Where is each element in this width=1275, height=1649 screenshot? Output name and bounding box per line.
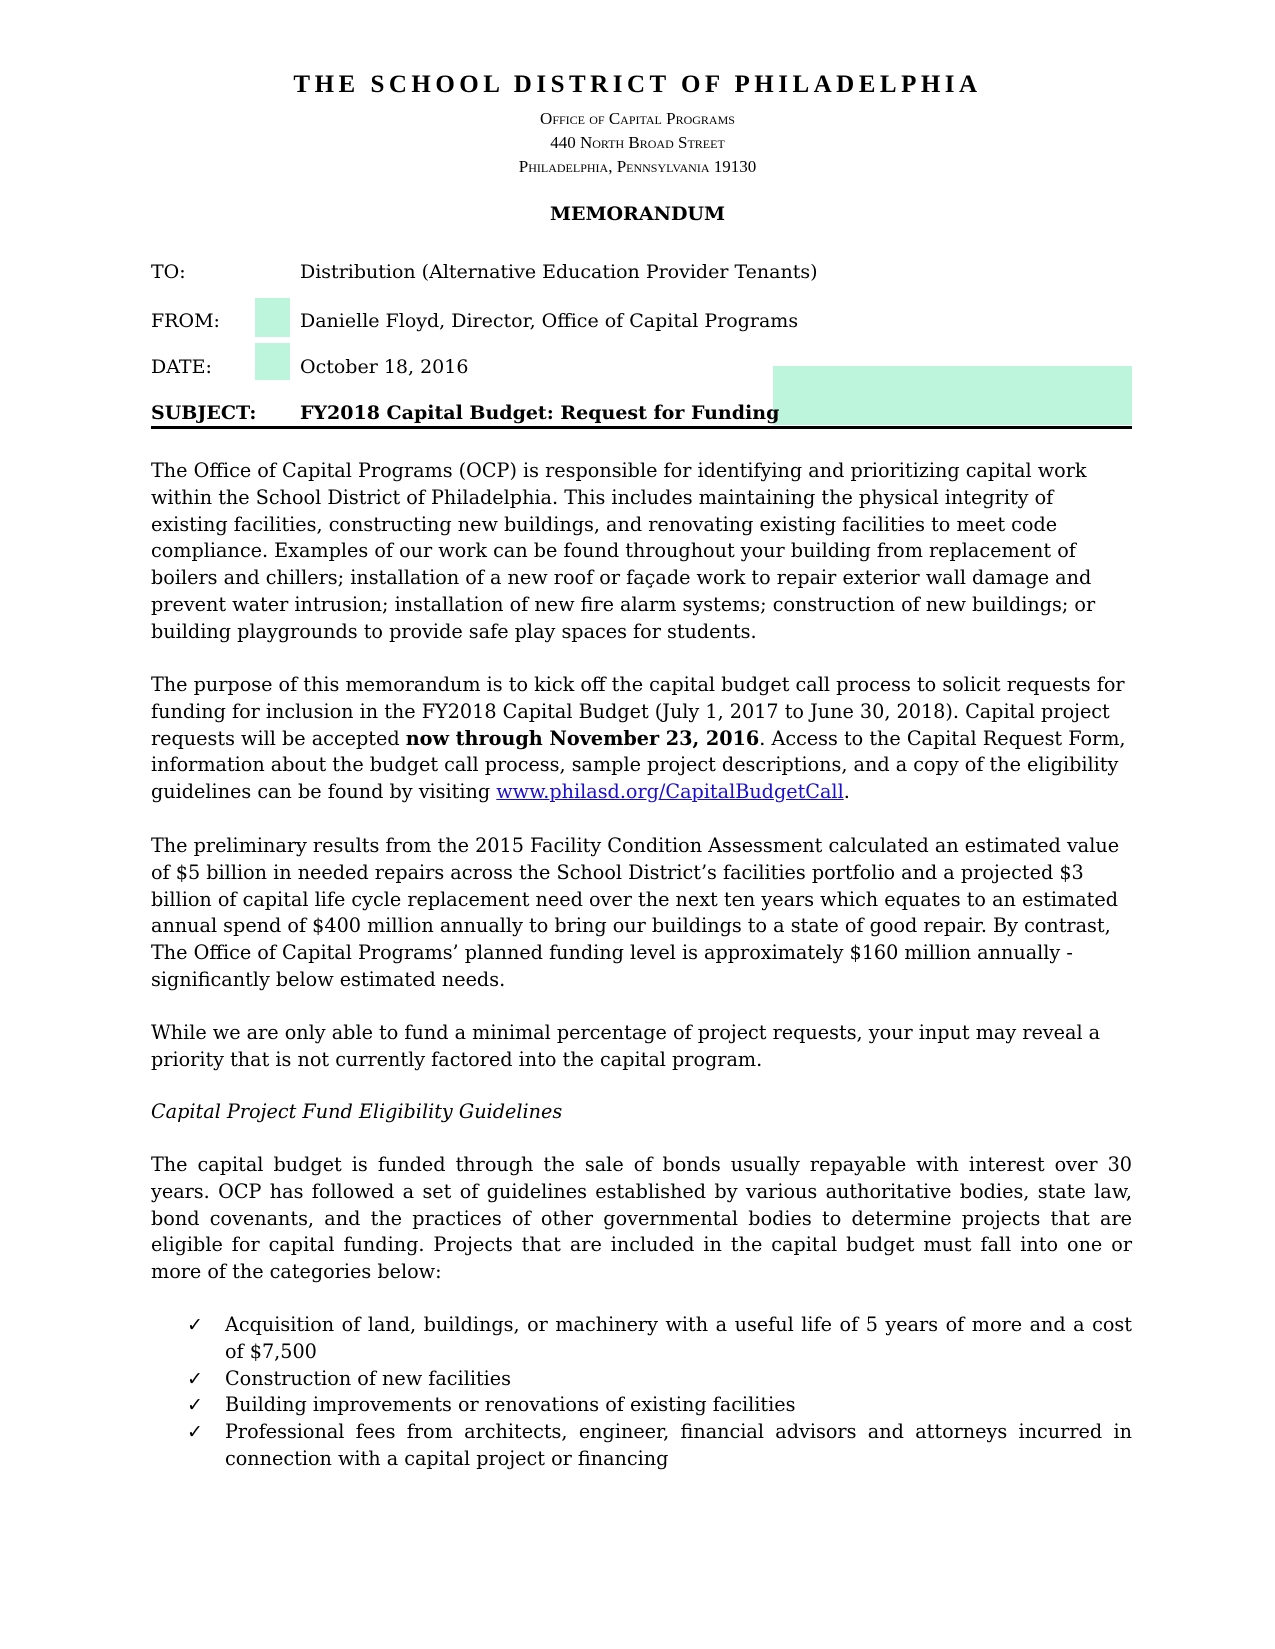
list-item <box>151 1366 1132 1393</box>
list-item <box>151 1312 1132 1366</box>
paragraph-ocp-intro: The Office of Capital Programs (OCP) is responsible for identifying and prioritizing capital work within the School District of Philadelphia. This includes maintaining the physical integrity of existing facilities, constructing new buildings, and renovating existing facilities to meet code compliance. Examples of our work can be found throughout your building from replacement of boilers and chillers; installation of a new roof or façade work to repair exterior wall damage and prevent water intrusion; installation of new fire alarm systems; construction of new buildings; or building playgrounds to provide safe play spaces for students. <box>151 459 1096 643</box>
budget-call-text-a: The purpose of this memorandum is to kick off the capital budget call process to solicit requests for funding for inclusion in the FY2018 Capital Budget (July 1, 2017 to June 30, 2018). Capital project requests will be accepted <box>151 673 1125 750</box>
street-line: 440 North Broad Street <box>550 133 725 152</box>
list-item <box>151 1392 1132 1419</box>
org-name: THE SCHOOL DISTRICT OF PHILADELPHIA <box>293 71 982 98</box>
memo-title: MEMORANDUM <box>549 203 726 225</box>
list-item <box>151 1419 1132 1473</box>
checkmark-icon: ✓ <box>187 1420 204 1444</box>
subject-value: FY2018 Capital Budget: Request for Funding <box>300 402 780 424</box>
list-item-text: Acquisition of land, buildings, or machinery with a useful life of 5 years of more and a cost of $7,500 <box>225 1313 1132 1363</box>
budget-call-text-b: . Access to the Capital Request Form, information about the budget call process, sample project descriptions, and a copy of the eligibility guidelines can be found by visiting <box>151 726 1126 804</box>
from-label: FROM: <box>151 310 220 332</box>
paragraph-budget-call <box>151 672 1132 806</box>
city-address <box>0 155 1275 178</box>
subject-rule <box>151 426 1132 429</box>
to-value: Distribution (Alternative Education Provider Tenants) <box>300 261 818 283</box>
from-value: Danielle Floyd, Director, Office of Capital Programs <box>300 310 799 332</box>
highlight-box-from <box>255 298 290 337</box>
date-value: October 18, 2016 <box>300 356 469 378</box>
section-heading: Capital Project Fund Eligibility Guidelines <box>151 1100 563 1123</box>
eligibility-list <box>151 1312 1132 1473</box>
checkmark-icon: ✓ <box>187 1313 204 1336</box>
highlight-box-date <box>255 343 290 380</box>
street-address <box>0 131 1275 154</box>
to-label: TO: <box>151 261 186 283</box>
paragraph-eligibility: The capital budget is funded through the sale of bonds usually repayable with interest over 30 years. OCP has followed a set of guidelines established by various authoritative bodies, state law, bond covenants, and the practices of other governmental bodies to determine projects that are eligible for capital funding. Projects that are included in the capital budget must fall into one or more of the categories below: <box>151 1153 1132 1284</box>
capital-budget-call-link[interactable]: www.philasd.org/CapitalBudgetCall <box>496 780 844 804</box>
paragraph-facility-assessment: The preliminary results from the 2015 Facility Condition Assessment calculated an estimated value of $5 billion in needed repairs across the School District’s facilities portfolio and a projected $3 billion of capital life cycle replacement need over the next ten years which equates to an estimated annual spend of $400 million annually to bring our buildings to a state of good repair. By contrast, The Office of Capital Programs’ planned funding level is approximately $160 million annually - significantly below estimated needs. <box>151 834 1120 991</box>
date-label: DATE: <box>151 356 212 378</box>
budget-call-text-c: . <box>843 780 850 804</box>
checkmark-icon: ✓ <box>187 1393 204 1417</box>
city-line: Philadelphia, Pennsylvania 19130 <box>518 157 757 176</box>
office-name <box>0 107 1275 130</box>
subject-label: SUBJECT: <box>151 402 257 424</box>
list-item-text: Building improvements or renovations of existing facilities <box>225 1393 796 1417</box>
list-item-text: Professional fees from architects, engineer, financial advisors and attorneys incurred in connection with a capital project or financing <box>225 1420 1132 1470</box>
office-line: Office of Capital Programs <box>540 109 735 128</box>
deadline-text: now through November 23, 2016 <box>405 726 760 750</box>
checkmark-icon: ✓ <box>187 1366 204 1390</box>
highlight-box-subject <box>773 366 1132 425</box>
paragraph-input: While we are only able to fund a minimal percentage of project requests, your input may reveal a priority that is not currently factored into the capital program. <box>151 1021 1101 1071</box>
list-item-text: Construction of new facilities <box>225 1366 512 1390</box>
